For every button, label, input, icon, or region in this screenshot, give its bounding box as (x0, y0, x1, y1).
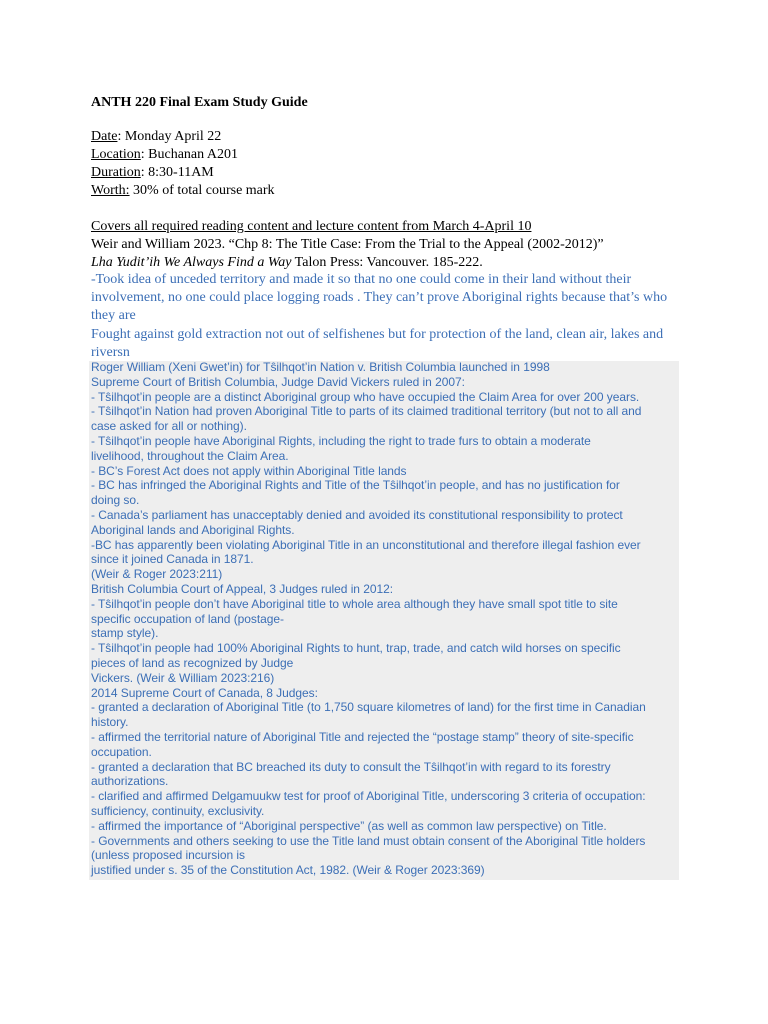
location-row (91, 146, 275, 164)
note-line: -BC has apparently been violating Aboriginal Title in an unconstitutional and therefore illegal fashion ever (91, 537, 641, 552)
note-line: - granted a declaration that BC breached its duty to consult the Tŝilhqot’in with regard to its forestry (91, 759, 611, 774)
location-sep: : (140, 147, 145, 162)
note-line: Roger William (Xeni Gwet’in) for Tŝilhqot’in Nation v. British Columbia launched in 1998 (91, 360, 550, 374)
note-line: doing so. (91, 493, 140, 508)
note-line: sufficiency, continuity, exclusivity. (91, 803, 265, 818)
worth-row (91, 182, 275, 200)
note-line: Aboriginal lands and Aboriginal Rights. (91, 522, 295, 537)
note-line: Vickers. (Weir & William 2023:216) (91, 670, 275, 685)
court-case-notes (91, 360, 679, 878)
note-line: history. (91, 715, 129, 730)
duration-row (91, 164, 275, 182)
book-title: Lha Yudit’ih We Always Find a Way (91, 255, 292, 270)
reference-chapter: Weir and William 2023. “Chp 8: The Title Case: From the Trial to the Appeal (2002-2012)” (91, 237, 604, 252)
date-value: Monday April 22 (121, 129, 222, 144)
location-label: Location (91, 147, 141, 162)
duration-label: Duration (91, 165, 141, 180)
note-line: - clarified and affirmed Delgamuukw test for proof of Aboriginal Title, underscoring 3 criteria of occupation: (91, 789, 646, 804)
date-row (91, 128, 275, 146)
location-value: Buchanan A201 (144, 147, 238, 162)
note-line: stamp style). (91, 626, 159, 641)
note-line: - Tŝilhqot’in Nation had proven Aboriginal Title to parts of its claimed traditional territory (but not to all and (91, 404, 642, 419)
note-line: - affirmed the importance of “Aboriginal perspective” (as well as common law perspective) on Title. (91, 818, 607, 833)
note-line: 2014 Supreme Court of Canada, 8 Judges: (91, 685, 318, 700)
note-line: - Tŝilhqot’in people don’t have Aboriginal title to whole area although they have small spot title to site (91, 596, 618, 611)
note-unceded-territory: -Took idea of unceded territory and made it so that no one could come in their land without their involvement, no one could place logging roads . They can’t prove Aboriginal rights because that’s who they are (91, 272, 668, 323)
note-line: (Weir & Roger 2023:211) (91, 567, 223, 582)
note-line: British Columbia Court of Appeal, 3 Judges ruled in 2012: (91, 581, 393, 596)
note-line: - Tŝilhqot’in people had 100% Aboriginal Rights to hunt, trap, trade, and catch wild horses on specific (91, 641, 621, 656)
note-line: - granted a declaration of Aboriginal Title (to 1,750 square kilometres of land) for the first time in Canadian (91, 700, 646, 715)
note-line: - Governments and others seeking to use the Title land must obtain consent of the Aboriginal Title holders (91, 833, 646, 848)
worth-value: 30% of total course mark (129, 183, 275, 198)
date-sep: : (117, 129, 122, 144)
note-line: - BC has infringed the Aboriginal Rights and Title of the Tŝilhqot’in people, and has no justification for (91, 478, 620, 493)
exam-details (91, 128, 275, 200)
note-line: - BC’s Forest Act does not apply within Aboriginal Title lands (91, 463, 407, 478)
note-line: since it joined Canada in 1871. (91, 552, 254, 567)
note-line: authorizations. (91, 774, 169, 789)
note-line: specific occupation of land (postage- (91, 611, 284, 626)
note-line: - Canada’s parliament has unacceptably denied and avoided its constitutional responsibility to protect (91, 507, 623, 522)
note-line: livelihood, throughout the Claim Area. (91, 448, 289, 463)
note-line: - affirmed the territorial nature of Aboriginal Title and rejected the “postage stamp” theory of site-specific (91, 729, 634, 744)
coverage-statement: Covers all required reading content and lecture content from March 4-April 10 (91, 219, 532, 234)
note-line: - Tŝilhqot’in people are a distinct Aboriginal group who have occupied the Claim Area for over 200 years. (91, 389, 640, 404)
note-line: justified under s. 35 of the Constitution Act, 1982. (Weir & Roger 2023:369) (91, 863, 485, 878)
worth-label: Worth: (91, 183, 130, 198)
note-line: occupation. (91, 744, 152, 759)
reference-book (91, 254, 483, 272)
book-publisher: Talon Press: Vancouver. 185-222. (291, 255, 483, 270)
note-line: case asked for all or nothing). (91, 419, 247, 434)
note-line: pieces of land as recognized by Judge (91, 655, 294, 670)
duration-value: 8:30-11AM (144, 165, 214, 180)
note-line: (unless proposed incursion is (91, 848, 245, 863)
note-line: - Tŝilhqot’in people have Aboriginal Rights, including the right to trade furs to obtain a moderate (91, 433, 591, 448)
date-label: Date (91, 129, 118, 144)
note-gold-extraction: Fought against gold extraction not out of selfishenes but for protection of the land, clean air, lakes and riversn (91, 327, 664, 360)
page-title: ANTH 220 Final Exam Study Guide (91, 95, 308, 110)
duration-sep: : (140, 165, 145, 180)
note-line: Supreme Court of British Columbia, Judge David Vickers ruled in 2007: (91, 374, 465, 389)
